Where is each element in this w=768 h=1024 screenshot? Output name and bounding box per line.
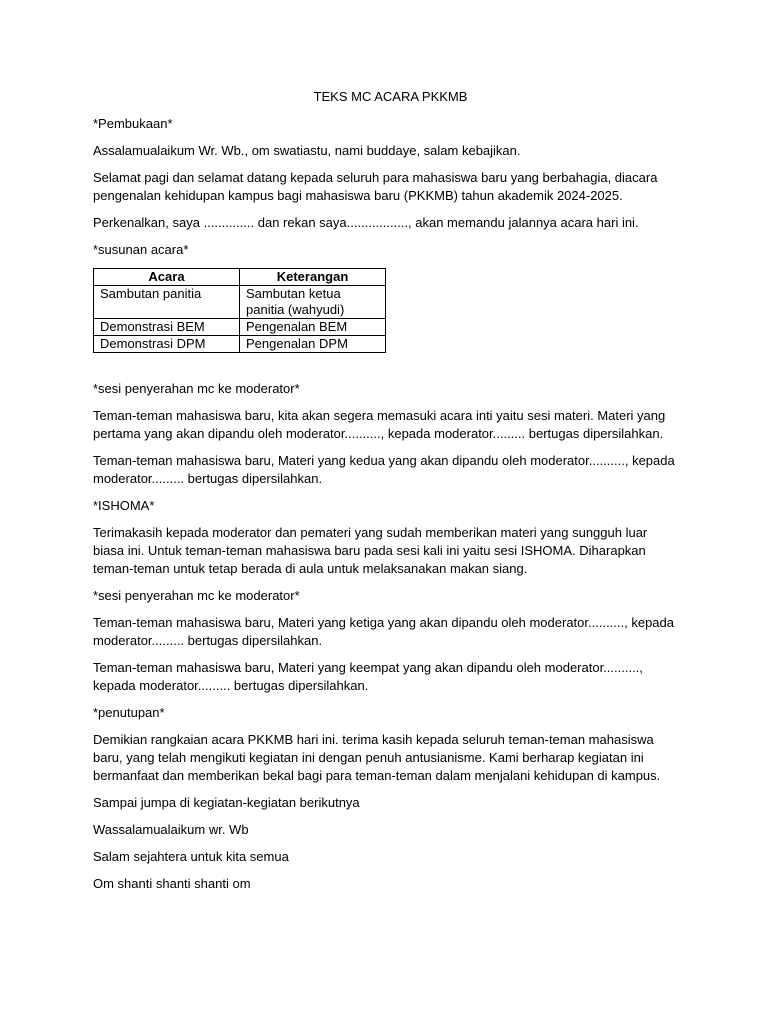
section-heading-penutupan: *penutupan*: [93, 705, 165, 720]
closing-line-4: Om shanti shanti shanti om: [93, 876, 251, 891]
table-row: [94, 336, 386, 353]
section-heading-moderator-1: *sesi penyerahan mc ke moderator*: [93, 381, 300, 396]
table-header-keterangan: Keterangan: [240, 269, 386, 286]
table-cell-acara: Demonstrasi DPM: [94, 336, 240, 353]
table-header-acara: Acara: [94, 269, 240, 286]
welcome-paragraph: Selamat pagi dan selamat datang kepada seluruh para mahasiswa baru yang berbahagia, diacara pengenalan kehidupan kampus bagi mahasiswa baru (PKKMB) tahun akademik 2024-2025.: [93, 170, 658, 203]
introduction-paragraph: Perkenalkan, saya .............. dan rekan saya................., akan memandu jalannya acara hari ini.: [93, 215, 639, 230]
table-row: [94, 286, 386, 319]
moderator-paragraph-1: Teman-teman mahasiswa baru, kita akan segera memasuki acara inti yaitu sesi materi. Materi yang pertama yang akan dipandu oleh moderator.........., kepada moderator......... bertugas dipersilahkan.: [93, 408, 666, 441]
table-cell-keterangan: Pengenalan DPM: [240, 336, 386, 353]
closing-line-1: Sampai jumpa di kegiatan-kegiatan berikutnya: [93, 795, 360, 810]
greeting-paragraph: Assalamualaikum Wr. Wb., om swatiastu, nami buddaye, salam kebajikan.: [93, 143, 521, 158]
table-row: [94, 319, 386, 336]
table-cell-keterangan: Sambutan ketua panitia (wahyudi): [240, 286, 386, 319]
closing-line-2: Wassalamualaikum wr. Wb: [93, 822, 249, 837]
table-header-row: [94, 269, 386, 286]
table-cell-keterangan: Pengenalan BEM: [240, 319, 386, 336]
moderator-paragraph-2: Teman-teman mahasiswa baru, Materi yang kedua yang akan dipandu oleh moderator.........., kepada moderator......... bertugas dipersilahkan.: [93, 453, 675, 486]
penutupan-paragraph: Demikian rangkaian acara PKKMB hari ini. terima kasih kepada seluruh teman-teman mahasiswa baru, yang telah mengikuti kegiatan ini dengan penuh antusianisme. Kami berharap kegiatan ini bermanfaat dan memberikan bekal bagi para teman-teman dalam menjalani kehidupan di kampus.: [93, 732, 661, 783]
document-page: [93, 88, 678, 902]
document-title: TEKS MC ACARA PKKMB: [313, 89, 468, 104]
section-heading-moderator-2: *sesi penyerahan mc ke moderator*: [93, 588, 300, 603]
section-heading-susunan-acara: *susunan acara*: [93, 242, 189, 257]
moderator-paragraph-4: Teman-teman mahasiswa baru, Materi yang keempat yang akan dipandu oleh moderator.........., kepada moderator......... bertugas dipersilahkan.: [93, 660, 643, 693]
table-cell-acara: Demonstrasi BEM: [94, 319, 240, 336]
ishoma-paragraph: Terimakasih kepada moderator dan pemateri yang sudah memberikan materi yang sungguh luar biasa ini. Untuk teman-teman mahasiswa baru pada sesi kali ini yaitu sesi ISHOMA. Diharapkan teman-teman untuk tetap berada di aula untuk melaksanakan makan siang.: [93, 525, 648, 576]
moderator-paragraph-3: Teman-teman mahasiswa baru, Materi yang ketiga yang akan dipandu oleh moderator.........., kepada moderator......... bertugas dipersilahkan.: [93, 615, 675, 648]
closing-line-3: Salam sejahtera untuk kita semua: [93, 849, 289, 864]
table-cell-acara: Sambutan panitia: [94, 286, 240, 319]
schedule-table: [93, 268, 386, 353]
section-heading-ishoma: *ISHOMA*: [93, 498, 155, 513]
section-heading-pembukaan: *Pembukaan*: [93, 116, 173, 131]
